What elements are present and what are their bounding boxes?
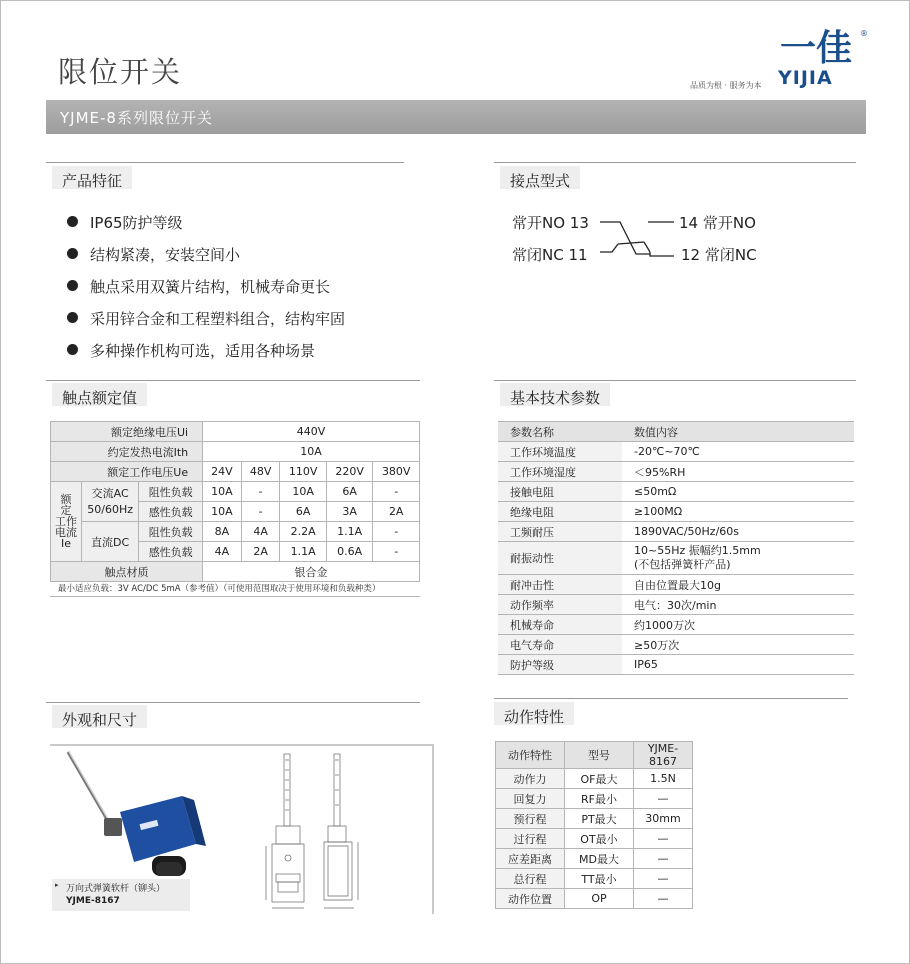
property-code: MD最大 — [565, 849, 634, 869]
property-value: — — [634, 869, 693, 889]
param-name: 动作频率 — [498, 595, 622, 615]
material-value: 银合金 — [203, 562, 420, 582]
table-row — [498, 655, 854, 675]
min-load-note: 最小适应负载：3V AC/DC 5mA（参考值）（可使用范围取决于使用环境和负载种类） — [58, 584, 381, 594]
property-code: TT最小 — [565, 869, 634, 889]
ui-value: 440V — [203, 422, 420, 442]
value-cell: 1.1A — [326, 522, 373, 542]
value-cell: 4A — [203, 542, 242, 562]
param-value: 电气：30次/min — [622, 595, 854, 615]
contact-nc-right: 12 常闭NC — [681, 246, 757, 264]
features-heading: 产品特征 — [52, 166, 132, 189]
value-cell: 4A — [241, 522, 280, 542]
appearance-divider — [46, 702, 420, 703]
property-name: 动作力 — [496, 769, 565, 789]
table-row — [498, 575, 854, 595]
value-cell: 0.6A — [326, 542, 373, 562]
param-value: 1890VAC/50Hz/60s — [622, 522, 854, 542]
param-name: 绝缘电阻 — [498, 502, 622, 522]
param-name: 电气寿命 — [498, 635, 622, 655]
table-row — [51, 462, 420, 482]
param-name: 机械寿命 — [498, 615, 622, 635]
table-row — [51, 562, 420, 582]
table-row — [51, 522, 420, 542]
property-code: OT最小 — [565, 829, 634, 849]
param-name: 工作环境温度 — [498, 442, 622, 462]
property-name: 过行程 — [496, 829, 565, 849]
value-cell: 1.1A — [280, 542, 327, 562]
property-value: 1.5N — [634, 769, 693, 789]
voltage-cell: 48V — [241, 462, 280, 482]
table-row — [51, 442, 420, 462]
param-value: 自由位置最大10g — [622, 575, 854, 595]
ie-label: 额 定 工作 电流 Ie — [51, 482, 82, 562]
table-row — [498, 442, 854, 462]
table-row — [496, 849, 693, 869]
bullet-icon — [67, 344, 78, 355]
param-value: 10~55Hz 振幅约1.5mm (不包括弹簧杆产品) — [622, 542, 854, 575]
value-cell: 6A — [280, 502, 327, 522]
bullet-icon — [67, 312, 78, 323]
note-divider — [50, 596, 420, 597]
param-value: -20℃~70℃ — [622, 442, 854, 462]
table-row — [498, 502, 854, 522]
contact-nc-left: 常闭NC 11 — [512, 246, 588, 264]
param-value: ＜95%RH — [622, 462, 854, 482]
ratings-divider — [46, 380, 420, 381]
bullet-icon — [67, 216, 78, 227]
value-cell: - — [241, 482, 280, 502]
table-row — [498, 462, 854, 482]
appearance-heading: 外观和尺寸 — [52, 705, 147, 728]
product-caption: 万向式弹簧软杆（铆头） — [66, 884, 166, 894]
contact-no-right: 14 常开NO — [679, 214, 756, 232]
param-value: 约1000万次 — [622, 615, 854, 635]
product-photo — [60, 750, 210, 880]
value-cell: 8A — [203, 522, 242, 542]
table-row — [498, 635, 854, 655]
ac-label: 交流AC 50/60Hz — [82, 482, 139, 522]
property-name: 总行程 — [496, 869, 565, 889]
material-label: 触点材质 — [51, 562, 203, 582]
table-row — [496, 789, 693, 809]
value-cell: 2A — [373, 502, 420, 522]
value-cell: 2.2A — [280, 522, 327, 542]
value-cell: - — [373, 482, 420, 502]
property-code: PT最大 — [565, 809, 634, 829]
param-value: ≥100MΩ — [622, 502, 854, 522]
action-heading: 动作特性 — [494, 702, 574, 725]
col-header: 参数名称 — [498, 422, 622, 442]
param-name: 工作环境湿度 — [498, 462, 622, 482]
voltage-cell: 380V — [373, 462, 420, 482]
value-cell: - — [373, 522, 420, 542]
ratings-table — [50, 421, 420, 582]
tech-divider — [494, 380, 856, 381]
feature-item: 结构紧凑，安装空间小 — [90, 246, 241, 264]
property-code: OF最大 — [565, 769, 634, 789]
load-type: 感性负载 — [139, 542, 203, 562]
action-table — [495, 741, 693, 909]
col-header: 型号 — [565, 742, 634, 769]
bullet-icon — [67, 248, 78, 259]
tech-heading: 基本技术参数 — [500, 383, 610, 406]
brand-logo-en: YIJIA — [778, 67, 833, 88]
table-row — [498, 482, 854, 502]
contact-divider — [494, 162, 856, 163]
property-name: 预行程 — [496, 809, 565, 829]
property-name: 应差距离 — [496, 849, 565, 869]
tech-table — [498, 421, 854, 675]
page-title: 限位开关 — [58, 55, 183, 89]
ui-label: 额定绝缘电压Ui — [51, 422, 203, 442]
table-row — [496, 809, 693, 829]
value-cell: 10A — [280, 482, 327, 502]
value-cell: 3A — [326, 502, 373, 522]
load-type: 阻性负载 — [139, 522, 203, 542]
table-row — [51, 482, 420, 502]
load-type: 感性负载 — [139, 502, 203, 522]
table-row — [498, 422, 854, 442]
bullet-icon — [67, 280, 78, 291]
product-model: YJME-8167 — [66, 896, 120, 906]
voltage-cell: 110V — [280, 462, 327, 482]
registered-mark: ® — [860, 29, 868, 38]
caption-marker-icon: ▸ — [55, 881, 59, 889]
property-value: 30mm — [634, 809, 693, 829]
param-name: 耐冲击性 — [498, 575, 622, 595]
table-row — [496, 829, 693, 849]
property-name: 回复力 — [496, 789, 565, 809]
ith-label: 约定发热电流Ith — [51, 442, 203, 462]
param-value: ≥50万次 — [622, 635, 854, 655]
value-cell: 6A — [326, 482, 373, 502]
property-name: 动作位置 — [496, 889, 565, 909]
feature-item: IP65防护等级 — [90, 214, 183, 232]
col-header: YJME-8167 — [634, 742, 693, 769]
table-row — [498, 542, 854, 575]
property-code: RF最小 — [565, 789, 634, 809]
features-divider — [46, 162, 404, 163]
contact-heading: 接点型式 — [500, 166, 580, 189]
value-cell: 2A — [241, 542, 280, 562]
series-banner-title: YJME-8系列限位开关 — [60, 109, 213, 127]
value-cell: 10A — [203, 482, 242, 502]
brand-logo-cn: 一佳 — [780, 28, 853, 69]
value-cell: - — [373, 542, 420, 562]
table-row — [496, 769, 693, 789]
table-row — [51, 422, 420, 442]
value-cell: 10A — [203, 502, 242, 522]
load-type: 阻性负载 — [139, 482, 203, 502]
feature-item: 多种操作机构可选，适用各种场景 — [90, 342, 316, 360]
ith-value: 10A — [203, 442, 420, 462]
param-name: 工频耐压 — [498, 522, 622, 542]
table-row — [496, 742, 693, 769]
feature-item: 采用锌合金和工程塑料组合，结构牢固 — [90, 310, 346, 328]
property-code: OP — [565, 889, 634, 909]
ue-label: 额定工作电压Ue — [51, 462, 203, 482]
value-cell: - — [241, 502, 280, 522]
param-name: 接触电阻 — [498, 482, 622, 502]
col-header: 数值内容 — [622, 422, 854, 442]
brand-logo — [778, 26, 870, 88]
property-value: — — [634, 849, 693, 869]
property-value: — — [634, 889, 693, 909]
table-row — [498, 522, 854, 542]
ratings-heading: 触点额定值 — [52, 383, 147, 406]
feature-item: 触点采用双簧片结构，机械寿命更长 — [90, 278, 331, 296]
param-value: ≤50mΩ — [622, 482, 854, 502]
action-divider — [494, 698, 848, 699]
dc-label: 直流DC — [82, 522, 139, 562]
contact-no-left: 常开NO 13 — [512, 214, 589, 232]
property-value: — — [634, 829, 693, 849]
voltage-cell: 24V — [203, 462, 242, 482]
property-value: — — [634, 789, 693, 809]
param-name: 耐振动性 — [498, 542, 622, 575]
col-header: 动作特性 — [496, 742, 565, 769]
voltage-cell: 220V — [326, 462, 373, 482]
contact-symbol-icon — [598, 212, 678, 262]
table-row — [498, 615, 854, 635]
param-value: IP65 — [622, 655, 854, 675]
table-row — [496, 889, 693, 909]
table-row — [496, 869, 693, 889]
dimension-drawing — [262, 750, 372, 918]
brand-slogan: 品质为根 · 服务为本 — [690, 81, 762, 90]
param-name: 防护等级 — [498, 655, 622, 675]
table-row — [498, 595, 854, 615]
